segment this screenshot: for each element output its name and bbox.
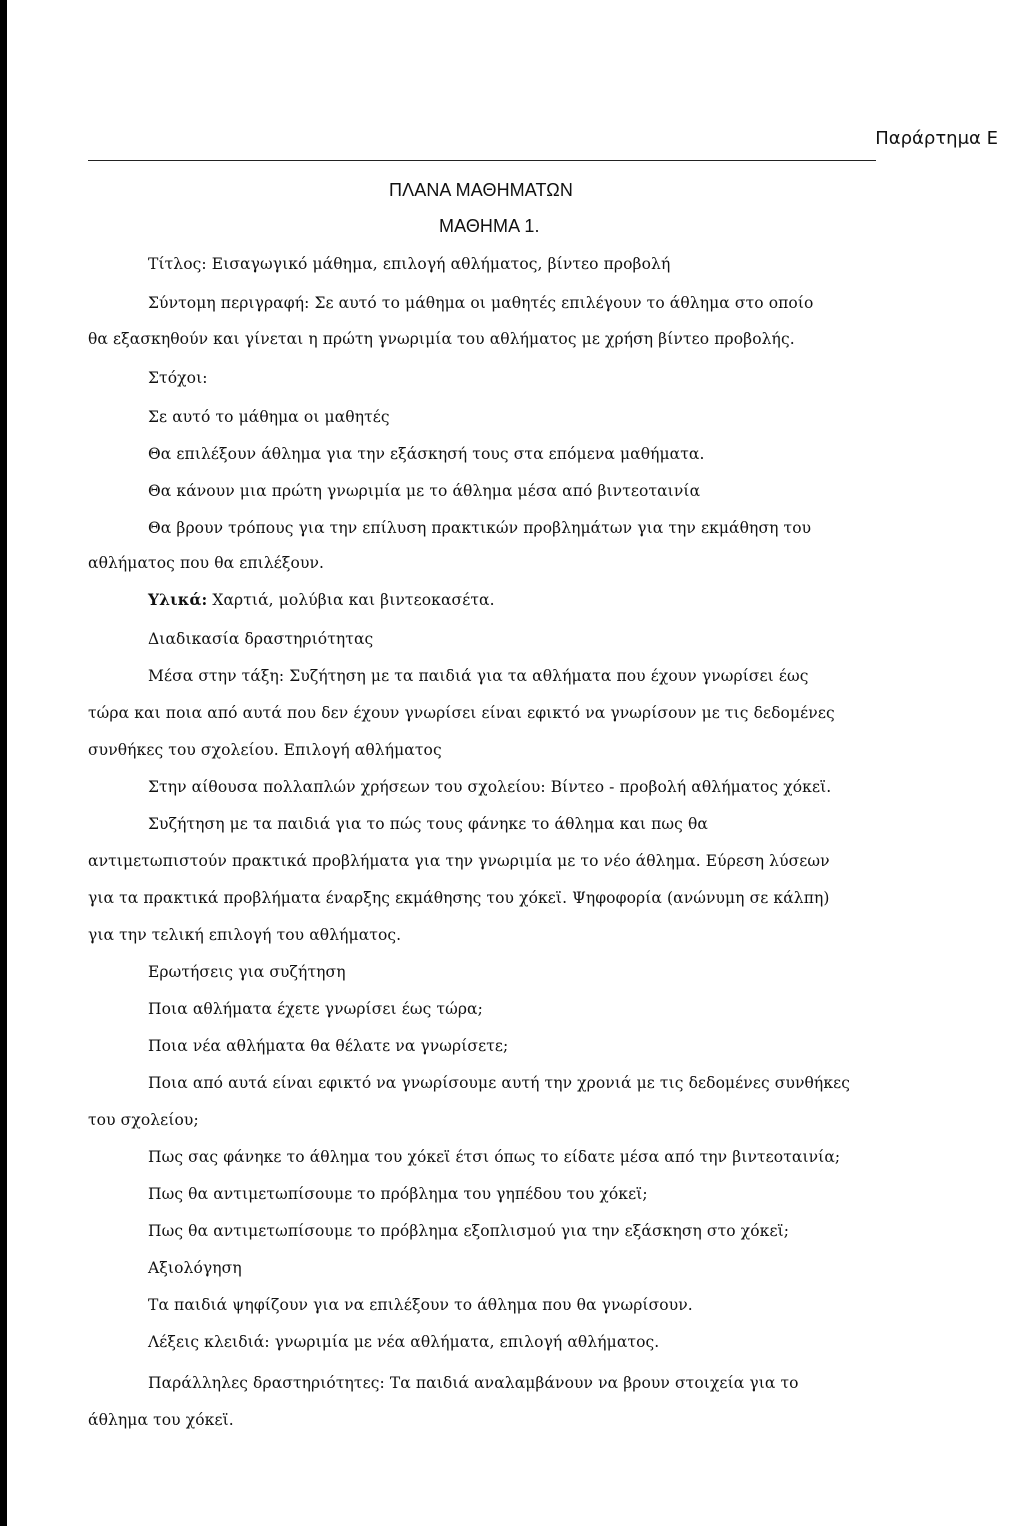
plans-title: ΠΛΑΝΑ ΜΑΘΗΜΑΤΩΝ <box>389 180 573 200</box>
question-5: Πως θα αντιμετωπίσουμε το πρόβλημα του γηπέδου του χόκεϊ; <box>148 1185 648 1203</box>
parallel-activities-line-2: άθλημα του χόκεϊ. <box>88 1411 234 1429</box>
goals-intro: Σε αυτό το μάθημα οι μαθητές <box>148 408 390 426</box>
question-3-line-2: του σχολείου; <box>88 1111 199 1129</box>
summary-text-1: Σε αυτό το μάθημα οι μαθητές επιλέγουν το άθλημα στο οποίο <box>314 294 814 312</box>
goal-1: Θα επιλέξουν άθλημα για την εξάσκησή τους στα επόμενα μαθήματα. <box>148 445 705 463</box>
lesson-number: ΜΑΘΗΜΑ 1. <box>439 216 540 236</box>
keywords-label: Λέξεις κλειδιά: <box>148 1333 270 1351</box>
question-3-line-1: Ποια από αυτά είναι εφικτό να γνωρίσουμε αυτή την χρονιά με τις δεδομένες συνθήκες <box>148 1074 851 1092</box>
title-text: Εισαγωγικό μάθημα, επιλογή αθλήματος, βίντεο προβολή <box>211 255 671 273</box>
goal-3-line-1: Θα βρουν τρόπους για την επίλυση πρακτικών προβλημάτων για την εκμάθηση του <box>148 519 812 537</box>
procedure-line-1: Μέσα στην τάξη: Συζήτηση με τα παιδιά για τα αθλήματα που έχουν γνωρίσει έως <box>148 667 809 685</box>
question-2: Ποια νέα αθλήματα θα θέλατε να γνωρίσετε; <box>148 1037 509 1055</box>
summary-line-1 <box>148 293 813 313</box>
procedure-line-8: για την τελική επιλογή του αθλήματος. <box>88 926 402 944</box>
document-page <box>7 0 1024 1526</box>
procedure-line-3: συνθήκες του σχολείου. Επιλογή αθλήματος <box>88 741 442 759</box>
title-line <box>148 254 670 274</box>
evaluation-heading: Αξιολόγηση <box>148 1259 242 1277</box>
procedure-line-6: αντιμετωπιστούν πρακτικά προβλήματα για την γνωριμία με το νέο άθλημα. Εύρεση λύσεων <box>88 852 830 870</box>
materials-label: Υλικά: <box>148 590 208 609</box>
keywords-line <box>148 1332 659 1352</box>
procedure-line-2: τώρα και ποια από αυτά που δεν έχουν γνωρίσει είναι εφικτό να γνωρίσουν με τις δεδομένες <box>88 704 835 722</box>
header-rule <box>88 160 876 161</box>
summary-line-2: θα εξασκηθούν και γίνεται η πρώτη γνωριμία του αθλήματος με χρήση βίντεο προβολής. <box>88 330 795 348</box>
procedure-heading: Διαδικασία δραστηριότητας <box>148 630 374 648</box>
materials-line <box>148 590 495 610</box>
parallel-activities-text: Τα παιδιά αναλαμβάνουν να βρουν στοιχεία για το <box>389 1374 799 1392</box>
question-6: Πως θα αντιμετωπίσουμε το πρόβλημα εξοπλισμού για την εξάσκηση στο χόκεϊ; <box>148 1222 790 1240</box>
procedure-line-7: για τα πρακτικά προβλήματα έναρξης εκμάθησης του χόκεϊ. Ψηφοφορία (ανώνυμη σε κάλπη) <box>88 889 830 907</box>
goals-label: Στόχοι: <box>148 369 208 387</box>
appendix-label: Παράρτημα Ε <box>875 128 998 149</box>
question-1: Ποια αθλήματα έχετε γνωρίσει έως τώρα; <box>148 1000 483 1018</box>
summary-label: Σύντομη περιγραφή: <box>148 294 310 312</box>
goal-2: Θα κάνουν μια πρώτη γνωριμία με το άθλημα μέσα από βιντεοταινία <box>148 482 701 500</box>
questions-heading: Ερωτήσεις για συζήτηση <box>148 963 346 981</box>
question-4: Πως σας φάνηκε το άθλημα του χόκεϊ έτσι όπως το είδατε μέσα από την βιντεοταινία; <box>148 1148 841 1166</box>
evaluation-text: Τα παιδιά ψηφίζουν για να επιλέξουν το άθλημα που θα γνωρίσουν. <box>148 1296 693 1314</box>
materials-text: Χαρτιά, μολύβια και βιντεοκασέτα. <box>212 591 495 609</box>
procedure-line-4: Στην αίθουσα πολλαπλών χρήσεων του σχολείου: Βίντεο - προβολή αθλήματος χόκεϊ. <box>148 778 832 796</box>
goal-3-line-2: αθλήματος που θα επιλέξουν. <box>88 554 325 572</box>
parallel-activities-line-1 <box>148 1373 799 1393</box>
keywords-text: γνωριμία με νέα αθλήματα, επιλογή αθλήματος. <box>274 1333 660 1351</box>
procedure-line-5: Συζήτηση με τα παιδιά για το πώς τους φάνηκε το άθλημα και πως θα <box>148 815 708 833</box>
title-label: Τίτλος: <box>148 255 207 273</box>
parallel-activities-label: Παράλληλες δραστηριότητες: <box>148 1374 385 1392</box>
